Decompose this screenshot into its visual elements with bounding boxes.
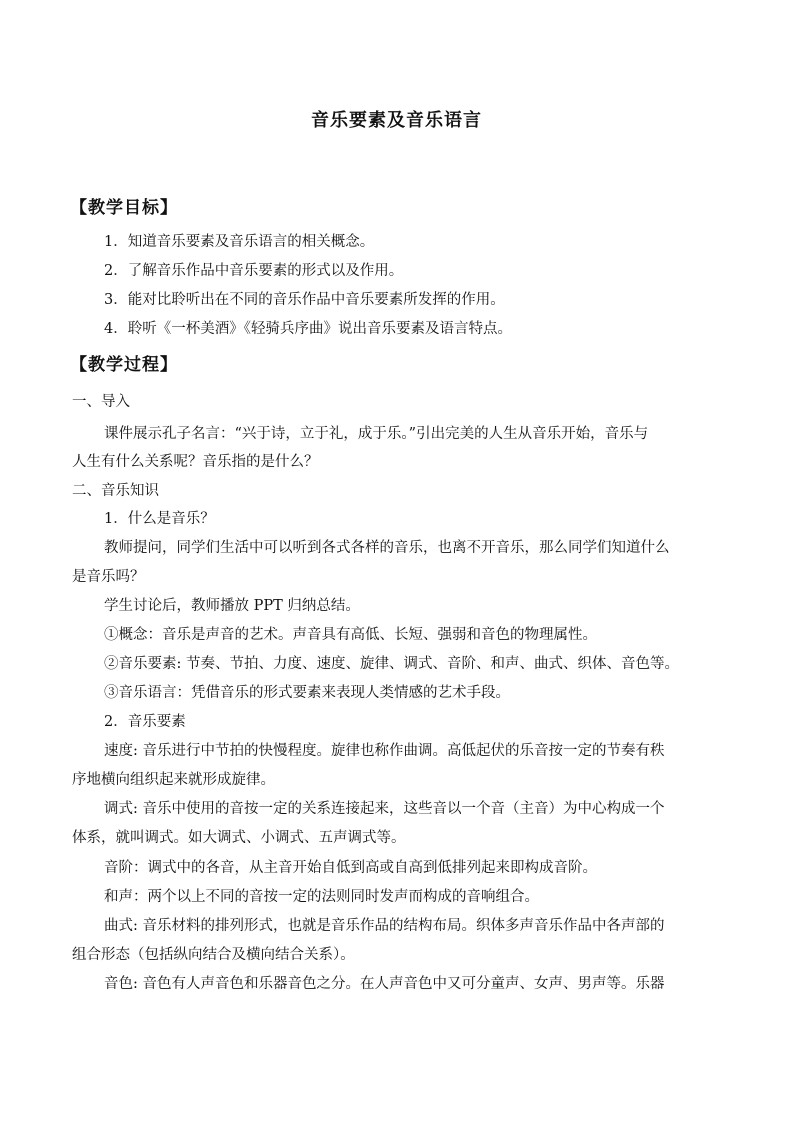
paragraph-line: 教师提问，同学们生活中可以听到各式各样的音乐，也离不开音乐，那么同学们知道什么 [104, 540, 670, 556]
process-section-title: 二、音乐知识 [72, 483, 159, 499]
process-section-title: 一、导入 [72, 394, 130, 410]
paragraph-line: 是音乐吗？ [72, 569, 145, 585]
paragraph-line: 调式: 音乐中使用的音按一定的关系连接起来，这些音以一个音（主音）为中心构成一个 [104, 801, 665, 817]
objective-item: 2．了解音乐作品中音乐要素的形式以及作用。 [104, 263, 404, 279]
paragraph-line: 人生有什么关系呢？音乐指的是什么？ [72, 454, 319, 470]
paragraph-line: 和声：两个以上不同的音按一定的法则同时发声而构成的音响组合。 [104, 889, 539, 905]
objectives-heading: 【教学目标】 [70, 198, 178, 218]
paragraph-line: ②音乐要素: 节奏、节拍、力度、速度、旋律、调式、音阶、和声、曲式、织体、音色等。 [104, 656, 679, 672]
paragraph-line: 音色: 音色有人声音色和乐器音色之分。在人声音色中又可分童声、女声、男声等。乐器 [104, 976, 665, 992]
paragraph-line: 音阶：调式中的各音，从主音开始自低到高或自高到低排列起来即构成音阶。 [104, 860, 597, 876]
objective-item: 1．知道音乐要素及音乐语言的相关概念。 [104, 234, 375, 250]
subsection-title: 1．什么是音乐？ [104, 511, 215, 527]
process-heading: 【教学过程】 [70, 355, 178, 375]
objective-item: 4．聆听《一杯美酒》《轻骑兵序曲》说出音乐要素及语言特点。 [104, 321, 512, 337]
paragraph-line: 课件展示孔子名言：“兴于诗，立于礼，成于乐。”引出完美的人生从音乐开始，音乐与 [104, 426, 649, 442]
paragraph-line: 组合形态（包括纵向结合及横向结合关系）。 [72, 947, 355, 963]
objective-item: 3．能对比聆听出在不同的音乐作品中音乐要素所发挥的作用。 [104, 292, 505, 308]
paragraph-line: 学生讨论后，教师播放 PPT 归纳总结。 [104, 598, 360, 614]
paragraph-line: 曲式: 音乐材料的排列形式，也就是音乐作品的结构布局。织体多声音乐作品中各声部的 [104, 918, 665, 934]
paragraph-line: 体系，就叫调式。如大调式、小调式、五声调式等。 [72, 830, 406, 846]
subsection-title: 2．音乐要素 [104, 714, 186, 730]
paragraph-line: ③音乐语言：凭借音乐的形式要素来表现人类情感的艺术手段。 [104, 685, 510, 701]
paragraph-line: 速度: 音乐进行中节拍的快慢程度。旋律也称作曲调。高低起伏的乐音按一定的节奏有秩 [104, 743, 665, 759]
page-title: 音乐要素及音乐语言 [311, 110, 482, 131]
paragraph-line: 序地横向组织起来就形成旋律。 [72, 772, 275, 788]
paragraph-line: ①概念：音乐是声音的艺术。声音具有高低、长短、强弱和音色的物理属性。 [104, 627, 597, 643]
